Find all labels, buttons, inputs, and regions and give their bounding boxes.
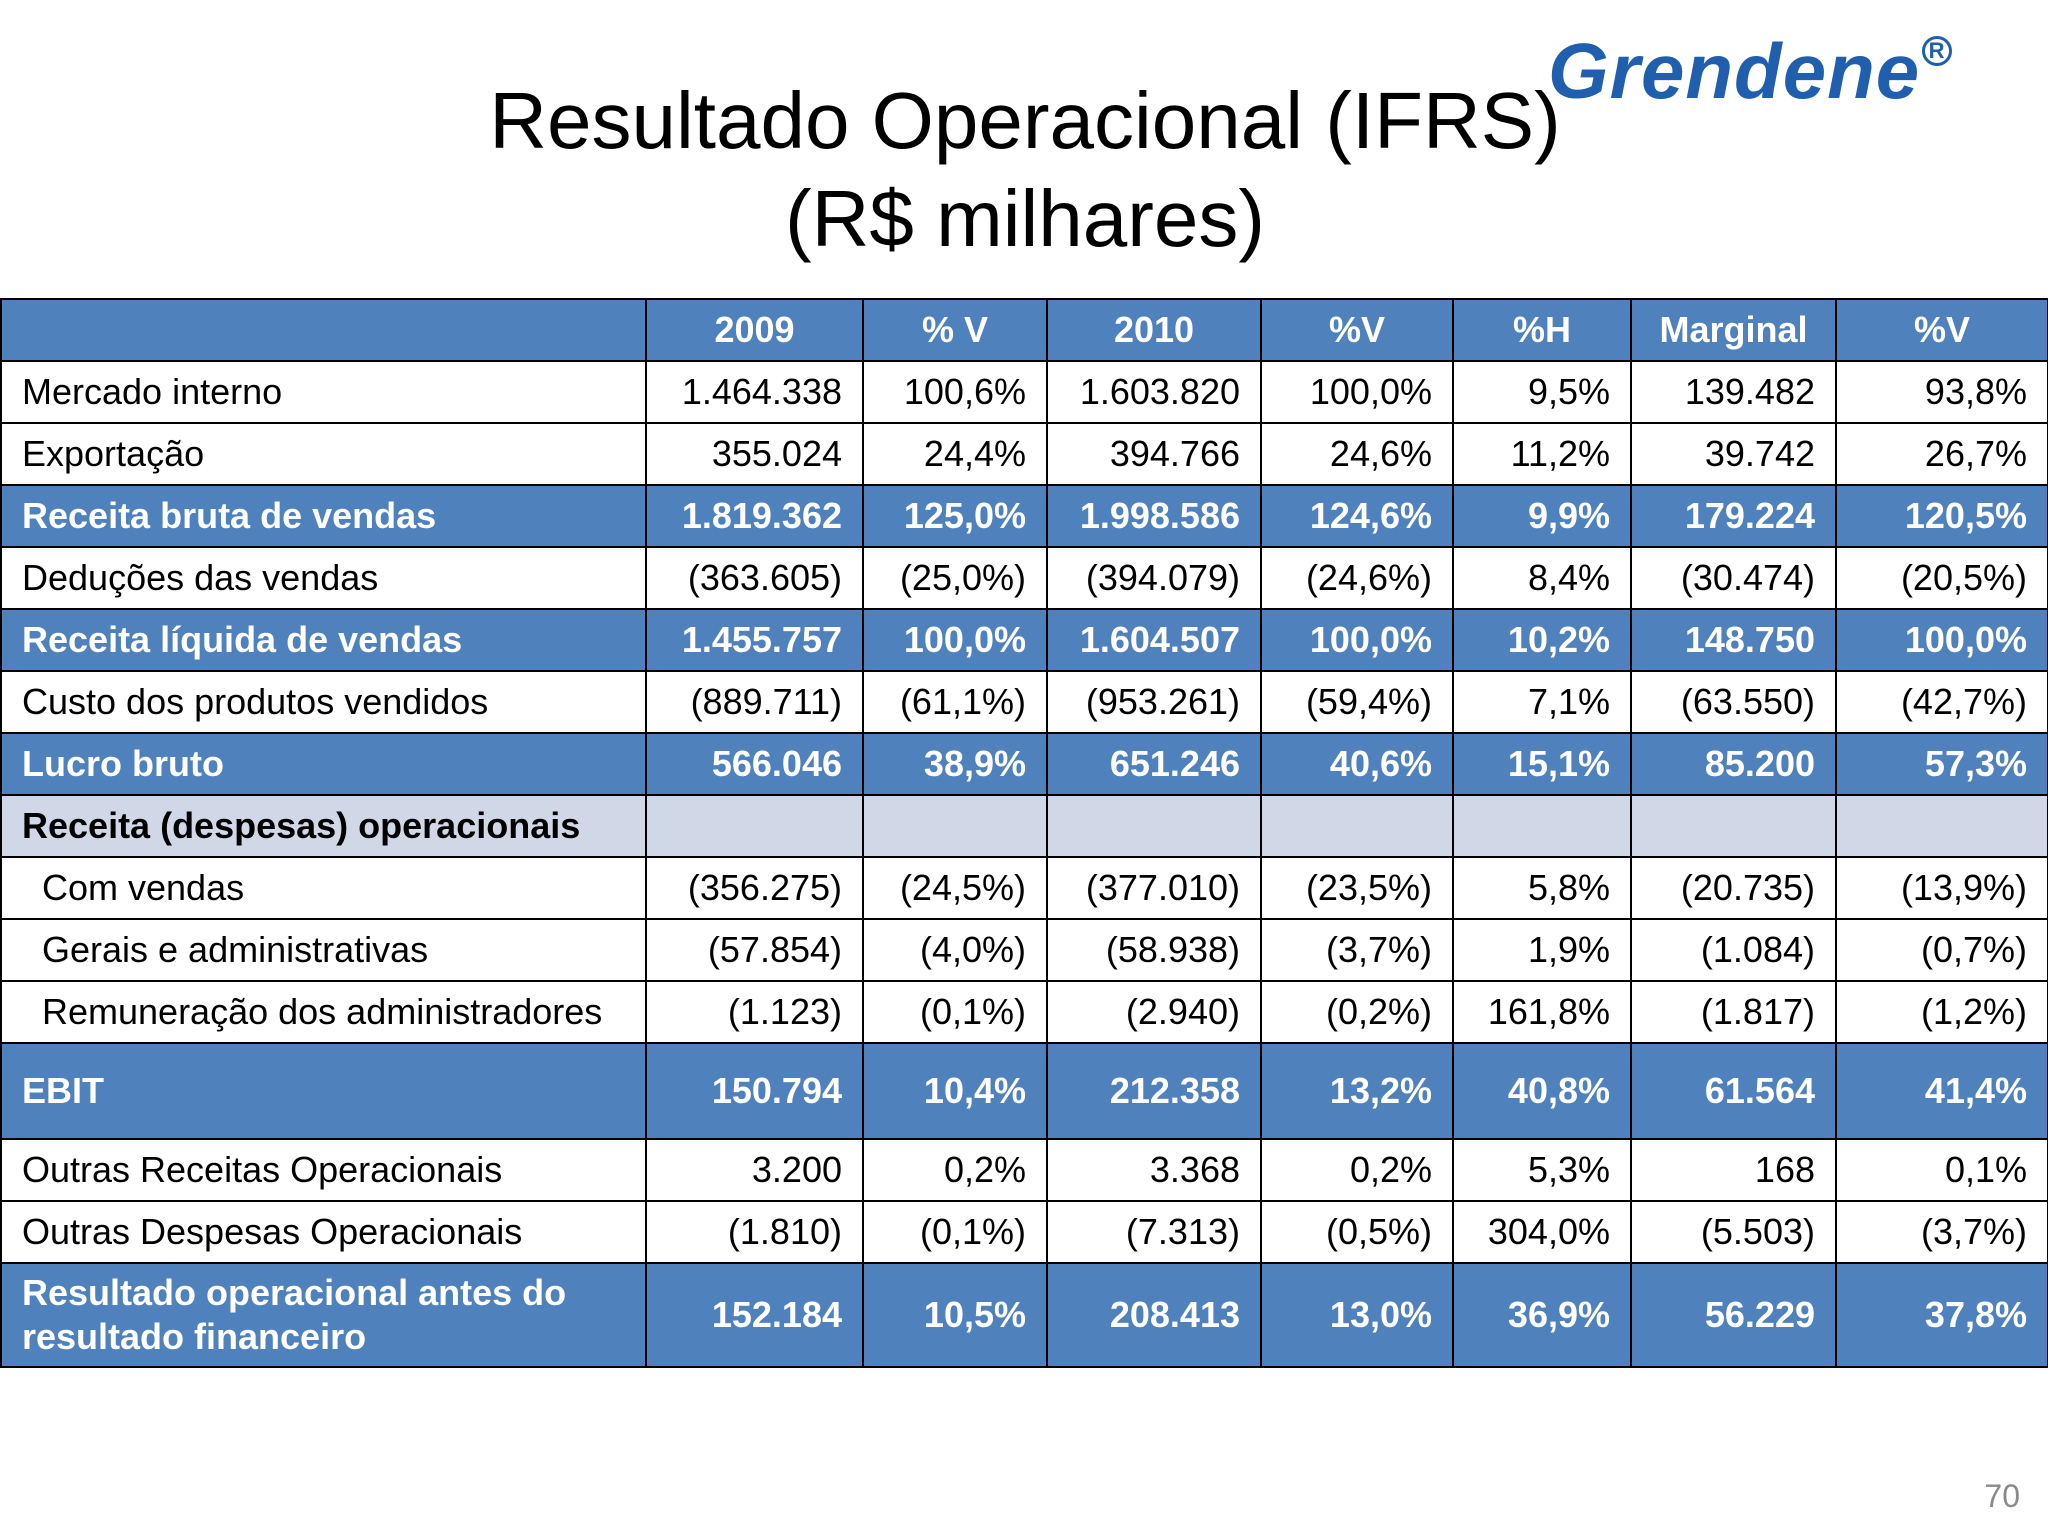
registered-mark-icon: R bbox=[1922, 36, 1952, 66]
title-line-2: (R$ milhares) bbox=[784, 174, 1266, 263]
table-cell: 168 bbox=[1631, 1139, 1836, 1201]
column-header: 2009 bbox=[646, 299, 863, 361]
table-cell: 13,2% bbox=[1261, 1043, 1453, 1139]
table-cell: 1.998.586 bbox=[1047, 485, 1261, 547]
table-cell: (0,1%) bbox=[863, 1201, 1047, 1263]
table-cell: 10,4% bbox=[863, 1043, 1047, 1139]
table-cell: 3.368 bbox=[1047, 1139, 1261, 1201]
table-cell: (59,4%) bbox=[1261, 671, 1453, 733]
table-cell: (30.474) bbox=[1631, 547, 1836, 609]
table-row bbox=[1, 857, 2048, 919]
table-cell bbox=[1261, 795, 1453, 857]
row-label: Remuneração dos administradores bbox=[1, 981, 646, 1043]
table-cell: 8,4% bbox=[1453, 547, 1631, 609]
table-cell: (363.605) bbox=[646, 547, 863, 609]
table-cell: 125,0% bbox=[863, 485, 1047, 547]
table-cell: 566.046 bbox=[646, 733, 863, 795]
table-cell: 57,3% bbox=[1836, 733, 2048, 795]
table-cell: 304,0% bbox=[1453, 1201, 1631, 1263]
table-cell: (24,5%) bbox=[863, 857, 1047, 919]
table-cell: (356.275) bbox=[646, 857, 863, 919]
table-row bbox=[1, 1139, 2048, 1201]
table-cell bbox=[1631, 795, 1836, 857]
table-cell: 41,4% bbox=[1836, 1043, 2048, 1139]
table-cell bbox=[1836, 795, 2048, 857]
table-cell: 394.766 bbox=[1047, 423, 1261, 485]
page-number: 70 bbox=[1984, 1478, 2020, 1514]
table-cell: (3,7%) bbox=[1836, 1201, 2048, 1263]
table-cell: 9,5% bbox=[1453, 361, 1631, 423]
table-cell bbox=[1453, 795, 1631, 857]
table-cell: 10,2% bbox=[1453, 609, 1631, 671]
column-header: %H bbox=[1453, 299, 1631, 361]
row-label: Deduções das vendas bbox=[1, 547, 646, 609]
table-cell: 40,8% bbox=[1453, 1043, 1631, 1139]
table-cell: 1.603.820 bbox=[1047, 361, 1261, 423]
table-cell: 5,8% bbox=[1453, 857, 1631, 919]
table-cell: 0,2% bbox=[863, 1139, 1047, 1201]
row-label: Mercado interno bbox=[1, 361, 646, 423]
table-cell: 1.455.757 bbox=[646, 609, 863, 671]
row-label: EBIT bbox=[1, 1043, 646, 1139]
table-cell: 85.200 bbox=[1631, 733, 1836, 795]
table-cell: 24,4% bbox=[863, 423, 1047, 485]
table-cell: 24,6% bbox=[1261, 423, 1453, 485]
table-cell bbox=[646, 795, 863, 857]
table-row bbox=[1, 919, 2048, 981]
table-cell: 0,1% bbox=[1836, 1139, 2048, 1201]
table-cell: 355.024 bbox=[646, 423, 863, 485]
table-cell: (1,2%) bbox=[1836, 981, 2048, 1043]
table-cell: 11,2% bbox=[1453, 423, 1631, 485]
table-cell: 161,8% bbox=[1453, 981, 1631, 1043]
table-cell: 9,9% bbox=[1453, 485, 1631, 547]
table-cell: 100,0% bbox=[1261, 609, 1453, 671]
table-cell: 208.413 bbox=[1047, 1263, 1261, 1367]
row-label: Resultado operacional antes do resultado financeiro bbox=[1, 1263, 646, 1367]
table-cell: (0,1%) bbox=[863, 981, 1047, 1043]
table-row bbox=[1, 671, 2048, 733]
table-cell: (0,2%) bbox=[1261, 981, 1453, 1043]
table-cell: (58.938) bbox=[1047, 919, 1261, 981]
table-cell: (57.854) bbox=[646, 919, 863, 981]
column-header: % V bbox=[863, 299, 1047, 361]
table-cell: (377.010) bbox=[1047, 857, 1261, 919]
row-label: Custo dos produtos vendidos bbox=[1, 671, 646, 733]
table-cell: (3,7%) bbox=[1261, 919, 1453, 981]
logo-text: Grendene bbox=[1548, 27, 1921, 115]
table-cell: 124,6% bbox=[1261, 485, 1453, 547]
table-cell: 0,2% bbox=[1261, 1139, 1453, 1201]
table-cell: (4,0%) bbox=[863, 919, 1047, 981]
table-cell: 120,5% bbox=[1836, 485, 2048, 547]
table-cell: 13,0% bbox=[1261, 1263, 1453, 1367]
column-header: Marginal bbox=[1631, 299, 1836, 361]
row-label: Receita líquida de vendas bbox=[1, 609, 646, 671]
table-row bbox=[1, 1043, 2048, 1139]
table-cell: (7.313) bbox=[1047, 1201, 1261, 1263]
table-cell: (889.711) bbox=[646, 671, 863, 733]
table-cell: 61.564 bbox=[1631, 1043, 1836, 1139]
row-label: Exportação bbox=[1, 423, 646, 485]
table-row bbox=[1, 361, 2048, 423]
row-label: Lucro bruto bbox=[1, 733, 646, 795]
table-cell: 15,1% bbox=[1453, 733, 1631, 795]
table-cell: (0,5%) bbox=[1261, 1201, 1453, 1263]
table-row bbox=[1, 423, 2048, 485]
column-header: %V bbox=[1836, 299, 2048, 361]
table-row bbox=[1, 1201, 2048, 1263]
table-cell: 10,5% bbox=[863, 1263, 1047, 1367]
table-cell: (20,5%) bbox=[1836, 547, 2048, 609]
column-header: 2010 bbox=[1047, 299, 1261, 361]
table-cell: (13,9%) bbox=[1836, 857, 2048, 919]
column-header bbox=[1, 299, 646, 361]
table-row bbox=[1, 485, 2048, 547]
table-cell: 37,8% bbox=[1836, 1263, 2048, 1367]
table-cell: 651.246 bbox=[1047, 733, 1261, 795]
table-cell: (953.261) bbox=[1047, 671, 1261, 733]
table-cell: 38,9% bbox=[863, 733, 1047, 795]
table-cell: (5.503) bbox=[1631, 1201, 1836, 1263]
table-cell: 39.742 bbox=[1631, 423, 1836, 485]
table-cell: (1.817) bbox=[1631, 981, 1836, 1043]
row-label: Com vendas bbox=[1, 857, 646, 919]
slide-title bbox=[340, 72, 1710, 268]
table-cell: (63.550) bbox=[1631, 671, 1836, 733]
table-cell: 1.464.338 bbox=[646, 361, 863, 423]
table-cell: 1.604.507 bbox=[1047, 609, 1261, 671]
title-line-1: Resultado Operacional (IFRS) bbox=[489, 76, 1561, 165]
row-label: Outras Despesas Operacionais bbox=[1, 1201, 646, 1263]
table-cell: 26,7% bbox=[1836, 423, 2048, 485]
table-cell bbox=[863, 795, 1047, 857]
column-header: %V bbox=[1261, 299, 1453, 361]
table-cell: 100,0% bbox=[863, 609, 1047, 671]
table-cell: (2.940) bbox=[1047, 981, 1261, 1043]
table-cell: 100,6% bbox=[863, 361, 1047, 423]
table-cell: (1.123) bbox=[646, 981, 863, 1043]
row-label: Outras Receitas Operacionais bbox=[1, 1139, 646, 1201]
income-statement-table bbox=[0, 298, 2048, 1368]
table-cell: (42,7%) bbox=[1836, 671, 2048, 733]
table-cell: 179.224 bbox=[1631, 485, 1836, 547]
table-row bbox=[1, 795, 2048, 857]
table-row bbox=[1, 609, 2048, 671]
table-cell: (61,1%) bbox=[863, 671, 1047, 733]
table-cell: (20.735) bbox=[1631, 857, 1836, 919]
table-cell: 93,8% bbox=[1836, 361, 2048, 423]
row-label: Receita bruta de vendas bbox=[1, 485, 646, 547]
table-cell: (1.810) bbox=[646, 1201, 863, 1263]
table-row bbox=[1, 547, 2048, 609]
table-cell: (24,6%) bbox=[1261, 547, 1453, 609]
table-cell: (25,0%) bbox=[863, 547, 1047, 609]
table-cell: (1.084) bbox=[1631, 919, 1836, 981]
row-label: Gerais e administrativas bbox=[1, 919, 646, 981]
table-cell: 150.794 bbox=[646, 1043, 863, 1139]
table-cell: 212.358 bbox=[1047, 1043, 1261, 1139]
table-row bbox=[1, 1263, 2048, 1367]
grendene-logo bbox=[1548, 26, 1946, 117]
table-cell: (394.079) bbox=[1047, 547, 1261, 609]
table-cell: 100,0% bbox=[1261, 361, 1453, 423]
table-cell: 100,0% bbox=[1836, 609, 2048, 671]
row-label: Receita (despesas) operacionais bbox=[1, 795, 646, 857]
table-cell: 148.750 bbox=[1631, 609, 1836, 671]
table-cell: 56.229 bbox=[1631, 1263, 1836, 1367]
table-header-row bbox=[1, 299, 2048, 361]
table-cell: 152.184 bbox=[646, 1263, 863, 1367]
table-cell: 1,9% bbox=[1453, 919, 1631, 981]
table-row bbox=[1, 733, 2048, 795]
table-cell: 36,9% bbox=[1453, 1263, 1631, 1367]
table-cell: (0,7%) bbox=[1836, 919, 2048, 981]
table-cell: 7,1% bbox=[1453, 671, 1631, 733]
table-cell bbox=[1047, 795, 1261, 857]
table-row bbox=[1, 981, 2048, 1043]
table-cell: 139.482 bbox=[1631, 361, 1836, 423]
table-cell: 1.819.362 bbox=[646, 485, 863, 547]
table-cell: 40,6% bbox=[1261, 733, 1453, 795]
table-cell: (23,5%) bbox=[1261, 857, 1453, 919]
table-cell: 3.200 bbox=[646, 1139, 863, 1201]
table-cell: 5,3% bbox=[1453, 1139, 1631, 1201]
